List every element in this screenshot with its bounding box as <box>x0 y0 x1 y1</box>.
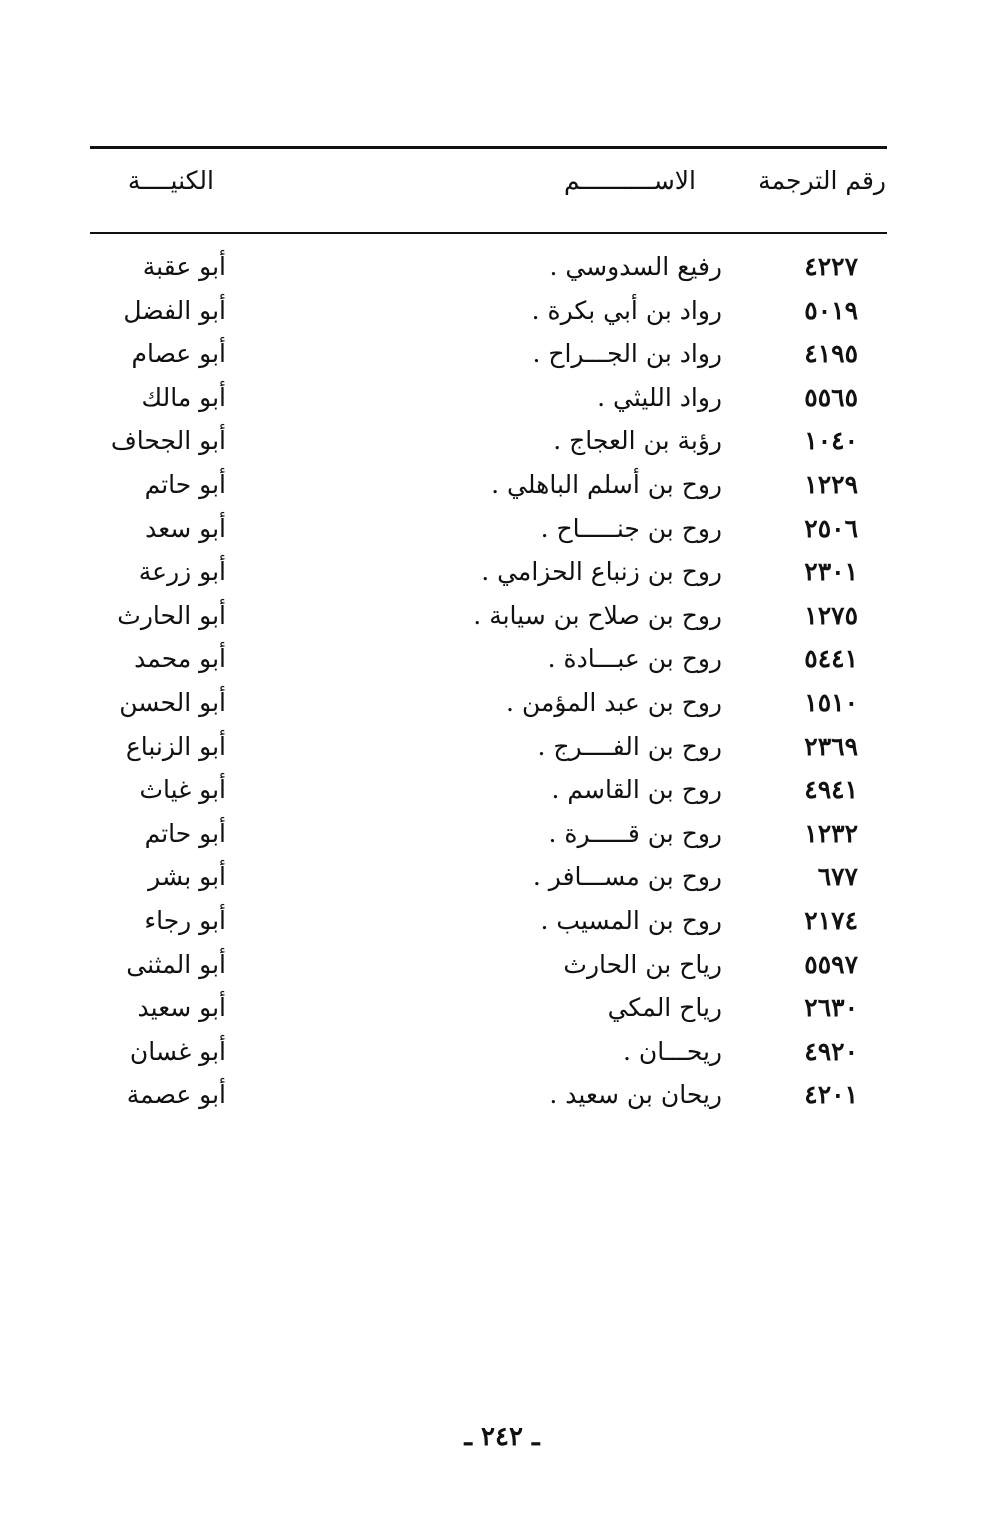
entry-name: روح بن مســـافر . <box>532 862 722 892</box>
table-row <box>0 1033 1004 1077</box>
table-row <box>0 248 1004 292</box>
entry-name: ريحان بن سعيد . <box>549 1080 722 1110</box>
entry-number: ٢٥٠٦ <box>804 513 858 543</box>
entry-name: رؤبة بن العجاج . <box>553 426 722 456</box>
entry-kunya: أبو عقبة <box>142 252 226 281</box>
entry-kunya: أبو بشر <box>148 862 226 892</box>
entry-kunya: أبو غسان <box>129 1036 226 1066</box>
entry-name: رواد بن أبي بكرة . <box>531 295 722 325</box>
entry-name: روح بن المسيب . <box>540 905 722 935</box>
header-name: الاســــــــــم <box>563 166 696 195</box>
entry-number: ٢٦٣٠ <box>804 993 858 1023</box>
entry-name: روح بن أسلم الباهلي . <box>491 469 722 499</box>
entry-number: ٦٧٧ <box>817 862 858 892</box>
entry-number: ٥٥٦٥ <box>804 382 858 412</box>
entry-name: رياح المكي <box>607 993 722 1023</box>
table-row <box>0 989 1004 1033</box>
entry-number: ٢٣٠١ <box>804 557 858 587</box>
header-kunya: الكنيــــة <box>127 166 214 195</box>
table-row <box>0 728 1004 772</box>
entry-kunya: أبو سعيد <box>137 993 226 1023</box>
entry-name: رياح بن الحارث <box>563 949 722 979</box>
top-rule <box>90 146 887 149</box>
entry-number: ١٠٤٠ <box>804 426 858 456</box>
entry-kunya: أبو سعد <box>145 513 226 543</box>
entry-number: ٤٩٤١ <box>804 775 858 805</box>
entries-table <box>0 248 1004 1120</box>
table-row <box>0 640 1004 684</box>
entry-number: ٥٠١٩ <box>804 295 858 325</box>
entry-name: روح بن قـــــرة . <box>548 818 722 848</box>
table-row <box>0 335 1004 379</box>
entry-number: ٢٣٦٩ <box>804 731 858 761</box>
entry-number: ١٢٢٩ <box>804 469 858 499</box>
entry-name: رفيع السدوسي . <box>549 252 722 281</box>
table-row <box>0 466 1004 510</box>
entry-number: ١٢٧٥ <box>804 600 858 630</box>
entry-name: روح بن زنباع الحزامي . <box>481 557 722 587</box>
entry-kunya: أبو الحسن <box>119 687 226 717</box>
entry-kunya: أبو عصمة <box>126 1080 226 1110</box>
entry-kunya: أبو عصام <box>131 339 226 369</box>
entry-number: ٤٢٠١ <box>804 1080 858 1110</box>
page-number: ـ ٢٤٢ ـ <box>464 1422 540 1452</box>
entry-name: رواد الليثي . <box>597 382 722 412</box>
entry-name: روح بن صلاح بن سيابة . <box>473 600 722 630</box>
entry-number: ٥٤٤١ <box>804 644 858 674</box>
entry-name: ريحـــان . <box>622 1036 722 1066</box>
entry-number: ٥٥٩٧ <box>804 949 858 979</box>
entry-name: رواد بن الجـــراح . <box>532 339 722 369</box>
entry-name: روح بن القاسم . <box>551 775 722 805</box>
header-rule <box>90 232 887 234</box>
entry-kunya: أبو رجاء <box>144 905 226 935</box>
entry-number: ٤١٩٥ <box>804 339 858 369</box>
table-row <box>0 422 1004 466</box>
entry-kunya: أبو المثنى <box>126 949 226 979</box>
entry-kunya: أبو الفضل <box>123 295 226 325</box>
entry-kunya: أبو غياث <box>139 775 226 805</box>
header-number: رقم الترجمة <box>758 166 886 195</box>
table-row <box>0 858 1004 902</box>
entry-kunya: أبو الحارث <box>117 600 226 630</box>
entry-number: ١٥١٠ <box>804 687 858 717</box>
entry-number: ٤٩٢٠ <box>804 1036 858 1066</box>
entry-kunya: أبو زرعة <box>138 557 226 587</box>
entry-kunya: أبو محمد <box>134 644 226 674</box>
table-row <box>0 946 1004 990</box>
table-row <box>0 771 1004 815</box>
entry-name: روح بن جنـــــاح . <box>540 513 722 543</box>
entry-kunya: أبو حاتم <box>144 469 226 499</box>
table-row <box>0 379 1004 423</box>
entry-kunya: أبو مالك <box>141 382 226 412</box>
entry-number: ٢١٧٤ <box>804 905 858 935</box>
table-row <box>0 597 1004 641</box>
entry-number: ١٢٣٢ <box>804 818 858 848</box>
table-row <box>0 292 1004 336</box>
entry-number: ٤٢٢٧ <box>804 252 858 281</box>
table-row <box>0 815 1004 859</box>
entry-name: روح بن الفــــرج . <box>537 731 722 761</box>
entry-kunya: أبو حاتم <box>144 818 226 848</box>
entry-kunya: أبو الجحاف <box>110 426 226 456</box>
table-row <box>0 684 1004 728</box>
table-row <box>0 902 1004 946</box>
table-row <box>0 553 1004 597</box>
entry-name: روح بن عبد المؤمن . <box>506 687 722 717</box>
entry-name: روح بن عبـــادة . <box>547 644 722 674</box>
table-row <box>0 510 1004 554</box>
table-row <box>0 1076 1004 1120</box>
entry-kunya: أبو الزنباع <box>125 731 226 761</box>
